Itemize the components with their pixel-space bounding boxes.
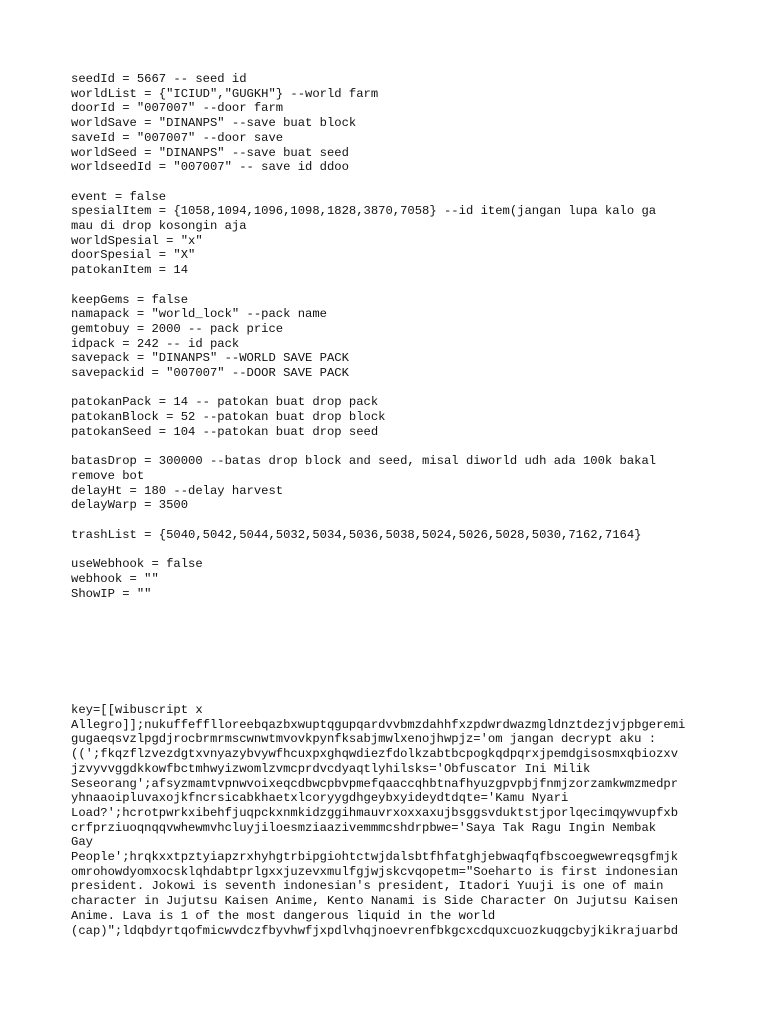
script-line: president. Jokowi is seventh indonesian's president, Itadori Yuuji is one of main	[71, 879, 664, 894]
blank-line	[71, 278, 711, 293]
code-line: webhook = ""	[71, 571, 159, 586]
code-line: worldseedId = "007007" -- save id ddoo	[71, 160, 349, 175]
code-line: patokanBlock = 52 --patokan buat drop block	[71, 410, 386, 425]
code-line: keepGems = false	[71, 292, 189, 307]
code-line: worldSpesial = "x"	[71, 233, 203, 248]
code-line: gemtobuy = 2000 -- pack price	[71, 321, 284, 336]
code-line: saveId = "007007" --door save	[71, 130, 284, 145]
code-line: patokanPack = 14 -- patokan buat drop pack	[71, 395, 379, 410]
code-line: delayHt = 180 --delay harvest	[71, 483, 284, 498]
script-line: Load?';hcrotpwrkxibehfjuqpckxnmkidzggihmauvrxoxxaxujbsggsvduktstjporlqecimqywvupfxb	[71, 805, 679, 820]
blank-line	[71, 381, 711, 396]
code-line: doorId = "007007" --door farm	[71, 101, 284, 116]
code-line: trashList = {5040,5042,5044,5032,5034,5036,5038,5024,5026,5028,5030,7162,7164}	[71, 527, 642, 542]
script-line: gugaeqsvzlpgdjrocbrmrmscwnwtmvovkpynfksabjmwlxenojhwpjz='om jangan decrypt aku :	[71, 732, 657, 747]
script-line: People';hrqkxxtpztyiapzrxhyhgtrbipgiohtctwjdalsbtfhfatghjebwaqfqfbscoegwewreqsgfmjk	[71, 850, 679, 865]
script-line: yhnaaoipluvaxojkfncrsicabkhaetxlcoryygdhgeybxyideydtdqte='Kamu Nyari	[71, 791, 569, 806]
blank-line	[71, 513, 711, 528]
code-line: worldSave = "DINANPS" --save buat block	[71, 116, 357, 131]
code-line: spesialItem = {1058,1094,1096,1098,1828,3870,7058} --id item(jangan lupa kalo ga	[71, 204, 657, 219]
code-line: patokanSeed = 104 --patokan buat drop seed	[71, 424, 379, 439]
code-line: event = false	[71, 189, 167, 204]
code-line: remove bot	[71, 468, 145, 483]
code-line: ShowIP = ""	[71, 586, 152, 601]
script-line: Anime. Lava is 1 of the most dangerous liquid in the world	[71, 908, 496, 923]
script-line: Seseorang';afsyzmamtvpnwvoixeqcdbwcpbvpmefqaaccqhbtnafhyuzgpvpbjfnmjzorzamkwmzmedpr	[71, 776, 679, 791]
script-line: omrohowdyomxocsklqhdabtprlgxxjuzevxmulfgjwjskcvqopetm="Soeharto is first indonesian	[71, 864, 679, 879]
code-line: patokanItem = 14	[71, 263, 189, 278]
code-line: delayWarp = 3500	[71, 498, 189, 513]
code-line: mau di drop kosongin aja	[71, 219, 247, 234]
code-line: idpack = 242 -- id pack	[71, 336, 240, 351]
code-line: savepack = "DINANPS" --WORLD SAVE PACK	[71, 351, 349, 366]
blank-line	[71, 175, 711, 190]
script-line: Allegro]];nukuffefflloreebqazbxwuptqgupqardvvbmzdahhfxzpdwrdwazmgldnztdezjvjpbgeremi	[71, 717, 686, 732]
blank-line	[71, 440, 711, 455]
code-line: seedId = 5667 -- seed id	[71, 72, 247, 86]
script-line: ((';fkqzflzvezdgtxvnyazybvywfhcuxpxghqwdiezfdolkzabtbcpogkqdpqrxjpemdgisosmxqbiozxv	[71, 747, 679, 762]
script-line: character in Jujutsu Kaisen Anime, Kento Nanami is Side Character On Jujutsu Kaisen	[71, 894, 679, 909]
obfuscated-script-block	[71, 703, 711, 938]
script-line: jzvyvvggdkkowfbctmhwyizwomlzvmcprdvcdyaqtlyhilsks='Obfuscator Ini Milik	[71, 761, 591, 776]
code-line: batasDrop = 300000 --batas drop block and seed, misal diworld udh ada 100k bakal	[71, 454, 657, 469]
script-line: key=[[wibuscript x	[71, 703, 203, 717]
code-line: worldSeed = "DINANPS" --save buat seed	[71, 145, 349, 160]
code-line: savepackid = "007007" --DOOR SAVE PACK	[71, 366, 349, 381]
script-line: Gay	[71, 835, 93, 850]
config-code-block	[71, 72, 711, 601]
code-line: worldList = {"ICIUD","GUGKH"} --world farm	[71, 86, 379, 101]
script-line: (cap)";ldqbdyrtqofmicwvdczfbyvhwfjxpdlvhqjnoevrenfbkgcxcdquxcuozkuqgcbyjkikrajuarbd	[71, 923, 679, 938]
code-line: useWebhook = false	[71, 557, 203, 572]
code-line: doorSpesial = "X"	[71, 248, 196, 263]
script-line: crfprziuoqnqqvwhewmvhcluyjiloesmziaazivemmmcshdrpbwe='Saya Tak Ragu Ingin Nembak	[71, 820, 657, 835]
code-line: namapack = "world_lock" --pack name	[71, 307, 327, 322]
blank-line	[71, 542, 711, 557]
